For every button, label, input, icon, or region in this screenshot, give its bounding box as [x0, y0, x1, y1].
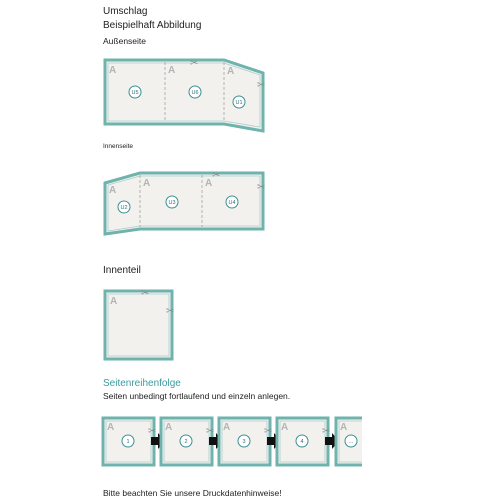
page-sequence [103, 418, 362, 465]
svg-text:✂: ✂ [206, 426, 215, 437]
corner-letter-a: A [109, 185, 117, 196]
scissors-icon: ✂ [257, 80, 266, 91]
page-order-instruction: Seiten unbedingt fortlaufend und einzeln anlegen. [103, 391, 291, 401]
panel-badge [226, 196, 238, 208]
svg-text:✂: ✂ [264, 426, 273, 437]
panel-badge [118, 201, 130, 213]
svg-text:2: 2 [184, 439, 188, 445]
scissors-icon: ✂ [190, 58, 199, 69]
panel-badge [166, 196, 178, 208]
inner-page [105, 288, 174, 359]
sequence-page [336, 418, 362, 465]
corner-letter-a: A [168, 65, 176, 76]
scissors-icon: ✂ [141, 288, 150, 299]
svg-text:...: ... [348, 439, 354, 445]
svg-text:U5: U5 [131, 90, 139, 96]
svg-text:A: A [107, 422, 115, 433]
corner-letter-a: A [109, 65, 117, 76]
subtitle-example: Beispielhaft Abbildung [103, 20, 202, 31]
corner-letter-a: A [110, 296, 118, 307]
svg-text:A: A [281, 422, 289, 433]
svg-text:3: 3 [242, 439, 246, 445]
footer-note: Bitte beachten Sie unsere Druckdatenhinweise! [103, 488, 282, 498]
scissors-icon: ✂ [166, 306, 175, 317]
corner-letter-a: A [143, 178, 151, 189]
svg-text:✂: ✂ [148, 426, 157, 437]
svg-text:U4: U4 [228, 200, 236, 206]
svg-text:U1: U1 [235, 100, 243, 106]
corner-letter-a: A [205, 178, 213, 189]
panel-badge [129, 86, 141, 98]
sequence-page [277, 418, 330, 465]
svg-text:1: 1 [126, 439, 130, 445]
label-inside: Innenseite [103, 143, 133, 150]
svg-text:✂: ✂ [322, 426, 331, 437]
sequence-page [219, 418, 272, 465]
svg-text:U6: U6 [191, 90, 199, 96]
section-title-innenteil: Innenteil [103, 265, 141, 276]
svg-text:U2: U2 [120, 205, 128, 211]
scissors-icon: ✂ [257, 182, 266, 193]
sequence-page [161, 418, 214, 465]
cover-inside [105, 170, 265, 234]
svg-text:4: 4 [300, 439, 304, 445]
corner-letter-a: A [227, 66, 235, 77]
svg-text:A: A [165, 422, 173, 433]
section-title-umschlag: Umschlag [103, 6, 148, 17]
scissors-icon: ✂ [212, 170, 221, 181]
svg-text:A: A [340, 422, 348, 433]
panel-badge [189, 86, 201, 98]
svg-text:A: A [223, 422, 231, 433]
section-title-seitenreihenfolge: Seitenreihenfolge [103, 378, 181, 389]
panel-badge [233, 96, 245, 108]
cover-outside [105, 58, 265, 131]
sequence-page [103, 418, 156, 465]
svg-text:U3: U3 [168, 200, 176, 206]
label-outside: Außenseite [103, 36, 146, 46]
